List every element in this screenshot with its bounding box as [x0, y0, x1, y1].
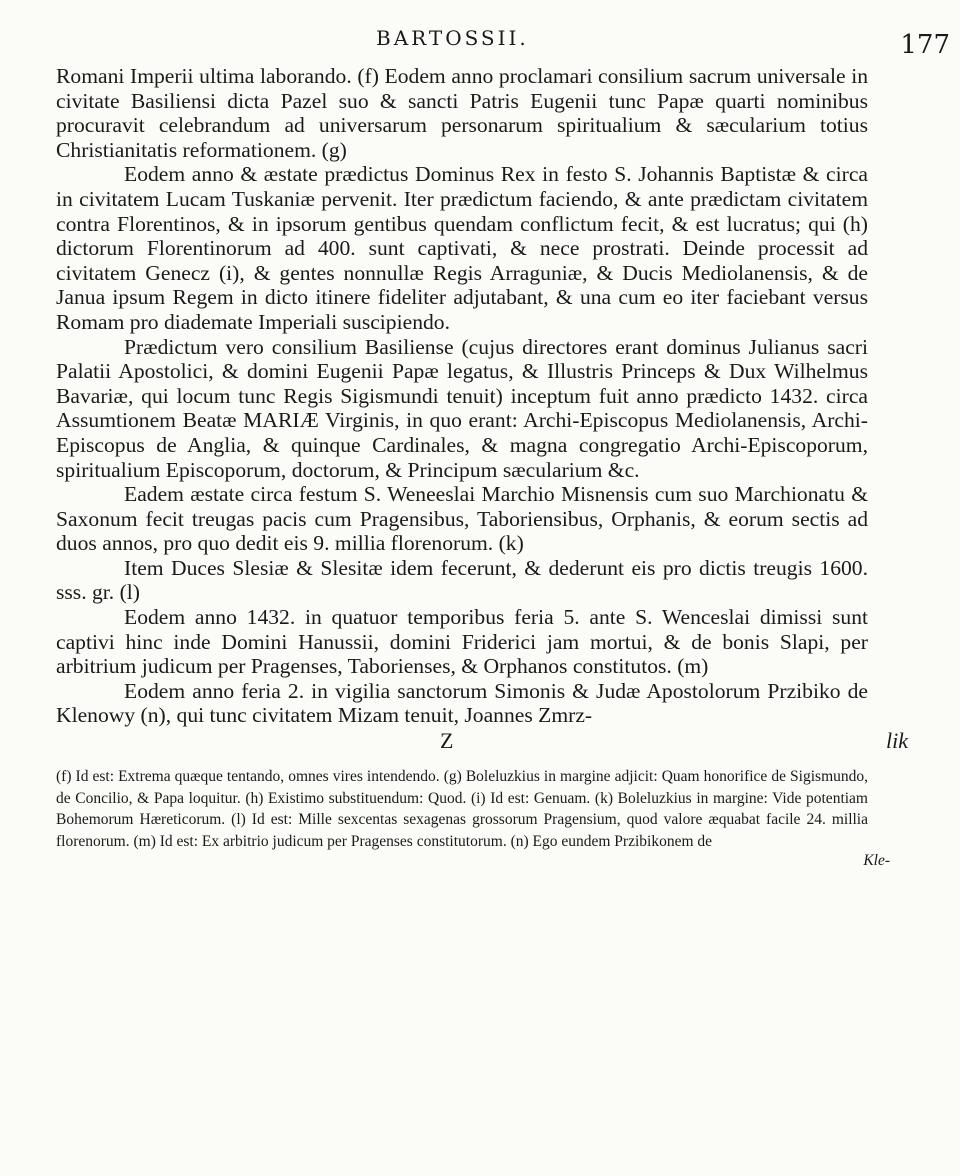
- signature-row: [56, 728, 908, 758]
- paragraph: Romani Imperii ultima laborando. (f) Eodem anno proclamari consilium sacrum universale in civitate Basiliensi dicta Pazel suo & sancti Patris Eugenii tunc Papæ quarti nominibus procuravit celebrandum ad universarum personarum spiritualium & sæcularium totius Christianitatis reformationem. (g): [56, 64, 868, 162]
- signature-mark: Z: [440, 728, 454, 754]
- catchword: lik: [886, 728, 908, 754]
- paragraph: Item Duces Slesiæ & Slesitæ idem fecerunt, & dederunt eis pro dictis treugis 1600. sss. gr. (l): [56, 555, 868, 605]
- paragraph: Eodem anno feria 2. in vigilia sanctorum Simonis & Judæ Apostolorum Przibiko de Klenowy (n), qui tunc civitatem Mizam tenuit, Joannes Zmrz-: [56, 678, 868, 728]
- page-header: [56, 18, 950, 64]
- footnotes: [56, 766, 868, 852]
- paragraph: Eadem æstate circa festum S. Weneeslai Marchio Misnensis cum suo Marchionatu & Saxonum fecit treugas pacis cum Pragensibus, Taboriensibus, Orphanis, & eorum sectis ad duos annos, pro quo dedit eis 9. millia florenorum. (k): [56, 482, 868, 556]
- paragraph: Eodem anno & æstate prædictus Dominus Rex in festo S. Johannis Baptistæ & circa in civitatem Lucam Tuskaniæ pervenit. Iter prædictum faciendo, & ante prædictam civitatem contra Florentinos, & in ipsorum gentibus quendam conflictum fecit, & est lucratus; qui (h) dictorum Florentinorum ad 400. sunt captivati, & nece prostrati. Deinde processit ad civitatem Genecz (i), & gentes nonnullæ Regis Arraguniæ, & Ducis Mediolanensis, & de Janua ipsum Regem in dicto itinere fideliter adjutabant, & una cum eo iter faciebant versus Romam pro diademate Imperiali suscipiendo.: [56, 162, 868, 334]
- paragraph: Eodem anno 1432. in quatuor temporibus feria 5. ante S. Wenceslai dimissi sunt captivi hinc inde Domini Hanussii, domini Friderici jam mortui, & de bonis Slapi, per arbitrium judicum per Pragenses, Taborienses, & Orphanos constitutos. (m): [56, 605, 868, 679]
- running-head: BARTOSSII.: [376, 26, 529, 50]
- main-text: [56, 64, 868, 728]
- footnote-text: (f) Id est: Extrema quæque tentando, omnes vires intendendo. (g) Boleluzkius in margine adjicit: Quam honorifice de Sigismundo, de Concilio, & Papa loquitur. (h) Existimo substituendum: Quod. (i) Id est: Genuam. (k) Boleluzkius in margine: Vide potentiam Bohemorum Hæreticorum. (l) Id est: Mille sexcentas sexagenas grossorum Pragensium, quod valore æquabat facile 24. millia florenorum. (m) Id est: Ex arbitrio judicum per Pragenses constitutorum. (n) Ego eundem Przibikonem de: [56, 768, 868, 850]
- footnote-catchword: Kle-: [863, 852, 890, 870]
- paragraph: Prædictum vero consilium Basiliense (cujus directores erant dominus Julianus sacri Palatii Apostolici, & domini Eugenii Papæ legatus, & Illustris Princeps & Dux Wilhelmus Bavariæ, qui locum tunc Regis Sigismundi tenuit) inceptum fuit anno prædicto 1432. circa Assumtionem Beatæ MARIÆ Virginis, in quo erant: Archi-Episcopus Mediolanensis, Archi-Episcopus de Anglia, & quinque Cardinales, & magna congregatio Archi-Episcoporum, spiritualium Episcoporum, doctorum, & Principum sæcularium &c.: [56, 334, 868, 482]
- page-number: 177: [900, 30, 950, 60]
